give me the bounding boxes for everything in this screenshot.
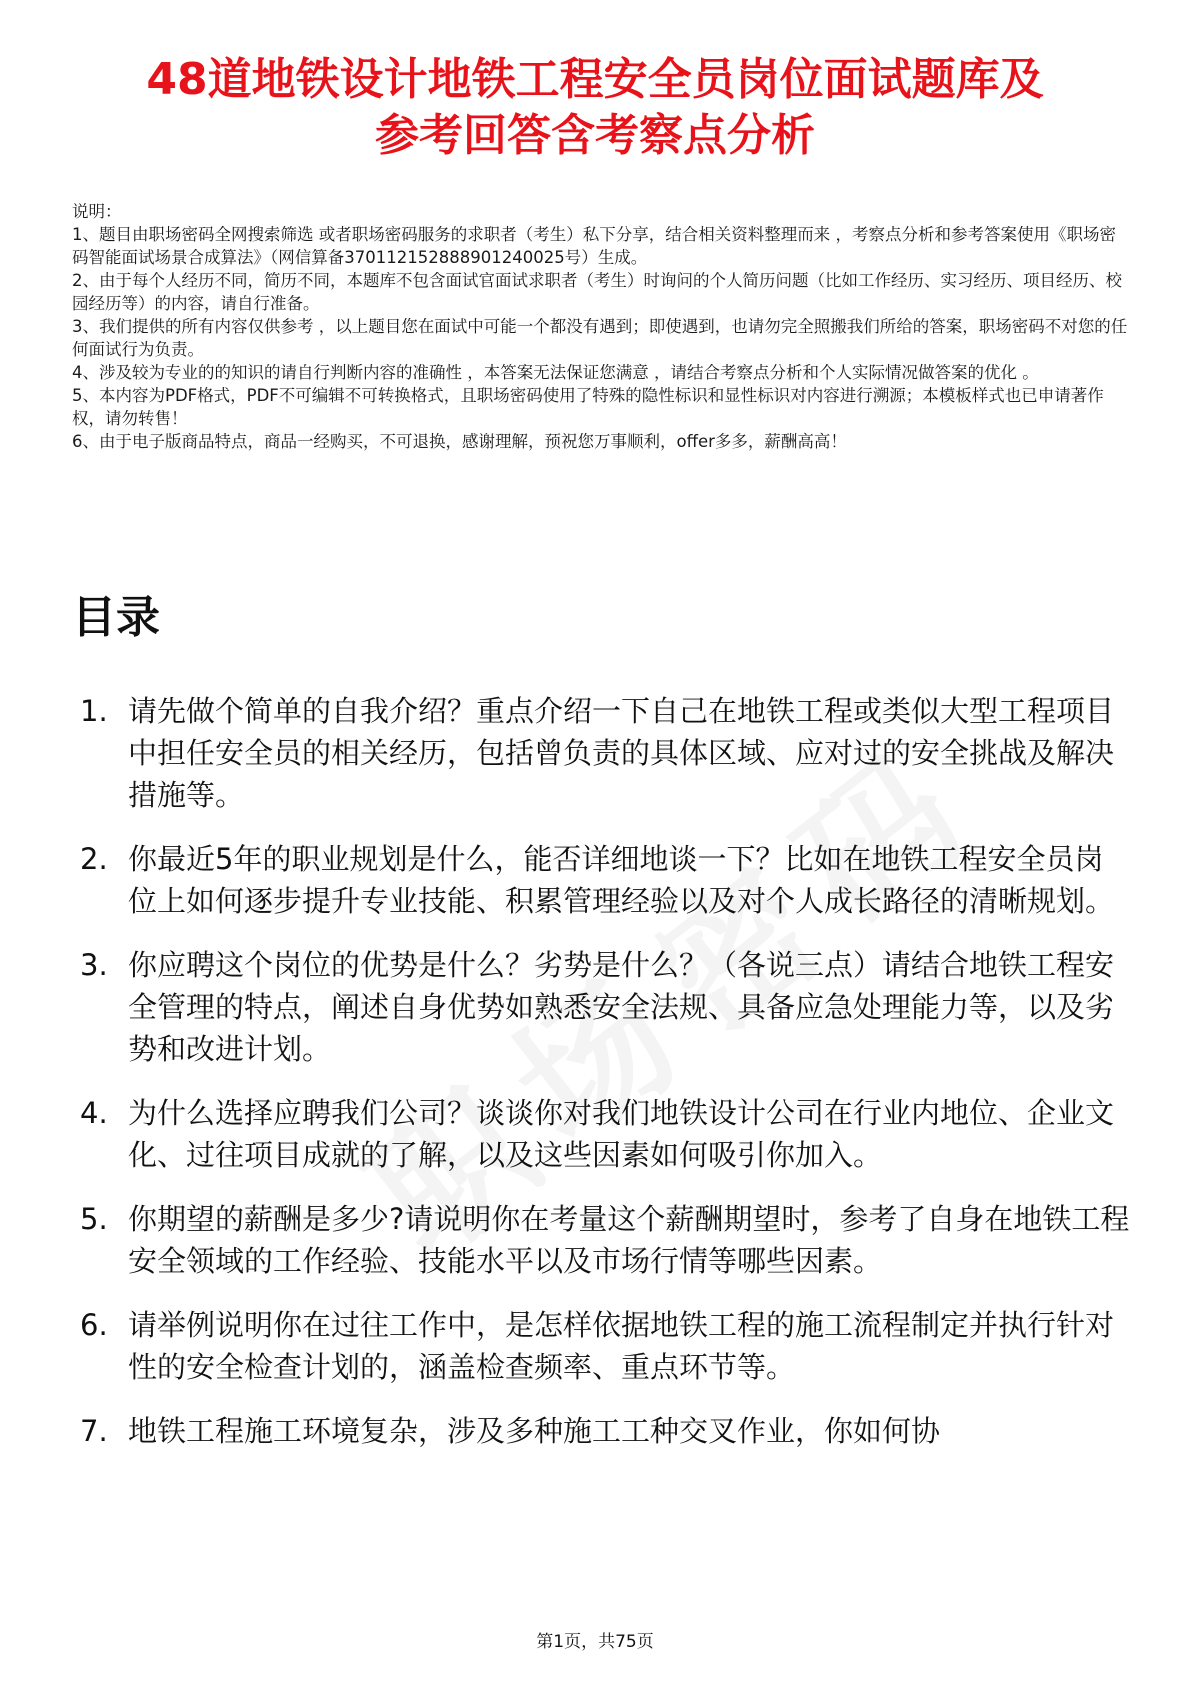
question-item[interactable]: [72, 838, 1132, 922]
question-list: [72, 690, 1132, 1474]
instructions-section: [72, 200, 1132, 453]
question-item[interactable]: [72, 690, 1132, 816]
question-item[interactable]: [72, 1092, 1132, 1176]
question-number: 6.: [80, 1308, 108, 1342]
title-line-2: 参考回答含考察点分析: [375, 110, 815, 161]
instruction-item: 2、由于每个人经历不同，简历不同，本题库不包含面试官面试求职者（考生）时询问的个人简历问题（比如工作经历、实习经历、项目经历、校园经历等）的内容，请自行准备。: [72, 271, 1122, 313]
instruction-item: 5、本内容为PDF格式，PDF不可编辑不可转换格式，且职场密码使用了特殊的隐性标识和显性标识对内容进行溯源；本模板样式也已申请著作权，请勿转售！: [72, 386, 1104, 428]
question-number: 5.: [80, 1202, 108, 1236]
instructions-heading: 说明：: [72, 202, 122, 221]
question-text: 请举例说明你在过往工作中，是怎样依据地铁工程的施工流程制定并执行针对性的安全检查计划的，涵盖检查频率、重点环节等。: [128, 1308, 1115, 1384]
instruction-item: 6、由于电子版商品特点，商品一经购买，不可退换，感谢理解，预祝您万事顺利，offer多多，薪酬高高！: [72, 432, 847, 451]
question-text: 地铁工程施工环境复杂，涉及多种施工工种交叉作业，你如何协: [128, 1414, 941, 1448]
document-title: [60, 52, 1130, 164]
question-text: 你应聘这个岗位的优势是什么？劣势是什么？（各说三点）请结合地铁工程安全管理的特点，阐述自身优势如熟悉安全法规、具备应急处理能力等，以及劣势和改进计划。: [128, 948, 1115, 1066]
question-number: 1.: [80, 694, 108, 728]
question-text: 你最近5年的职业规划是什么，能否详细地谈一下？比如在地铁工程安全员岗位上如何逐步提升专业技能、积累管理经验以及对个人成长路径的清晰规划。: [128, 842, 1115, 918]
title-line-1: 48道地铁设计地铁工程安全员岗位面试题库及: [146, 54, 1044, 105]
question-text: 请先做个简单的自我介绍？重点介绍一下自己在地铁工程或类似大型工程项目中担任安全员的相关经历，包括曾负责的具体区域、应对过的安全挑战及解决措施等。: [128, 694, 1115, 812]
instruction-item: 3、我们提供的所有内容仅供参考 ，以上题目您在面试中可能一个都没有遇到；即使遇到，也请勿完全照搬我们所给的答案，职场密码不对您的任何面试行为负责。: [72, 317, 1128, 359]
page-footer: 第1页，共75页: [536, 1632, 654, 1652]
question-number: 4.: [80, 1096, 108, 1130]
question-number: 3.: [80, 948, 108, 982]
question-text: 你期望的薪酬是多少?请说明你在考量这个薪酬期望时，参考了自身在地铁工程安全领域的工作经验、技能水平以及市场行情等哪些因素。: [128, 1202, 1130, 1278]
question-item[interactable]: [72, 1304, 1132, 1388]
question-item[interactable]: [72, 1410, 1132, 1452]
instruction-item: 1、题目由职场密码全网搜索筛选 或者职场密码服务的求职者（考生）私下分享，结合相关资料整理而来 ，考察点分析和参考答案使用《职场密码智能面试场景合成算法》（网信算备370112152888901240025号）生成。: [72, 225, 1116, 267]
question-number: 7.: [80, 1414, 108, 1448]
question-item[interactable]: [72, 1198, 1132, 1282]
question-item[interactable]: [72, 944, 1132, 1070]
question-number: 2.: [80, 842, 108, 876]
instruction-item: 4、涉及较为专业的的知识的请自行判断内容的准确性 ，本答案无法保证您满意 ，请结合考察点分析和个人实际情况做答案的优化 。: [72, 363, 1039, 382]
question-text: 为什么选择应聘我们公司？谈谈你对我们地铁设计公司在行业内地位、企业文化、过往项目成就的了解，以及这些因素如何吸引你加入。: [128, 1096, 1115, 1172]
toc-heading: 目录: [72, 592, 160, 643]
